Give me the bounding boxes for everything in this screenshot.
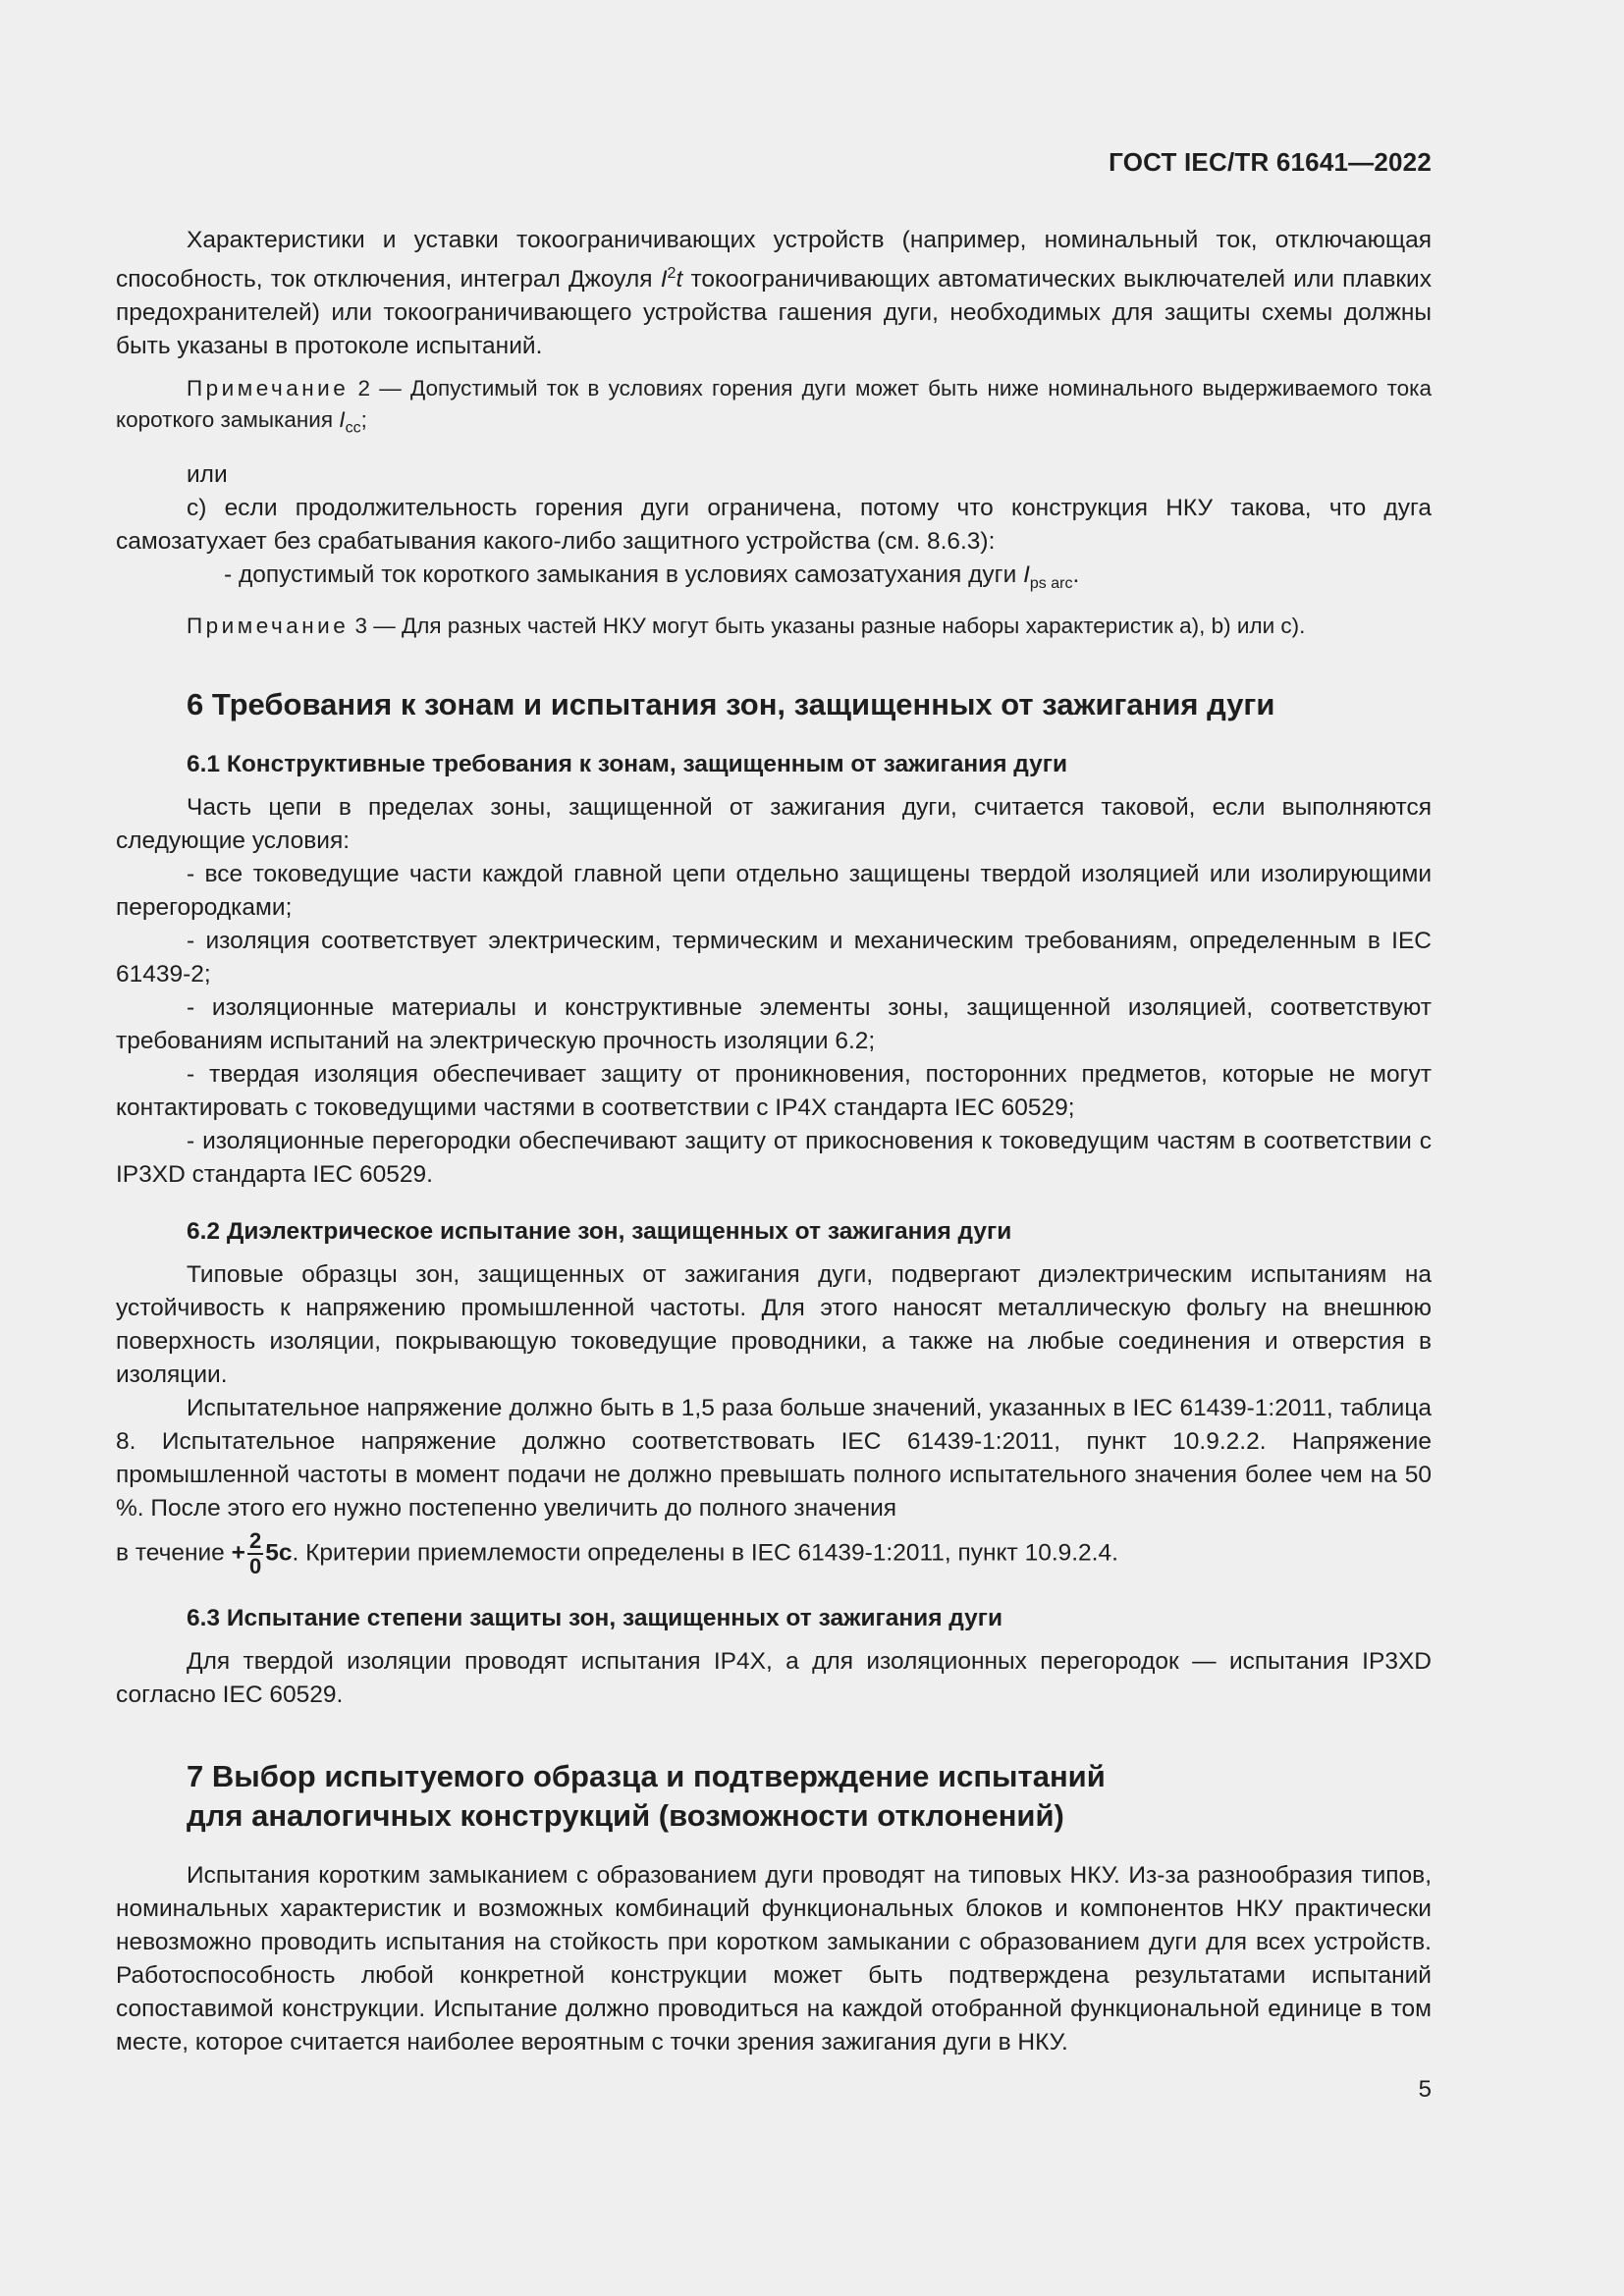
- subscript: ps arc: [1029, 574, 1073, 592]
- page-number: 5: [1418, 2076, 1432, 2103]
- list-item: - все токоведущие части каждой главной цепи отдельно защищены твердой изоляцией или изолирующими перегородками;: [116, 860, 1432, 921]
- section-6-1-title: 6.1 Конструктивные требования к зонам, защищенным от зажигания дуги: [187, 750, 1068, 777]
- text-run: ;: [360, 407, 367, 433]
- list-item: - изоляционные материалы и конструктивные элементы зоны, защищенной изоляцией, соответствуют требованиям испытаний на электрическую прочность изоляции 6.2;: [116, 993, 1432, 1054]
- title-line: 7 Выбор испытуемого образца и подтверждение испытаний: [187, 1758, 1106, 1793]
- section-7-paragraph: Испытания коротким замыканием с образованием дуги проводят на типовых НКУ. Из-за разнообразия типов, номинальных характеристик и возможных комбинаций функциональных блоков и компонентов НКУ практически невозможно проводить испытания на стойкость при коротком замыкании с образованием дуги для всех устройств. Работоспособность любой конкретной конструкции может быть подтверждена результатами испытаний сопоставимой конструкции. Испытание должно проводиться на каждой отобранной функциональной единице в том месте, которое считается наиболее вероятным с точки зрения зажигания дуги в НКУ.: [116, 1861, 1432, 2056]
- note-3: [116, 611, 1432, 642]
- document-body: [116, 224, 1432, 2059]
- section-6-2-paragraph-3: [116, 1529, 1432, 1578]
- section-7-title: [187, 1757, 1432, 1836]
- section-6-3-paragraph: Для твердой изоляции проводят испытания IP4X, а для изоляционных перегородок — испытания IP3XD согласно IEC 60529.: [116, 1647, 1432, 1708]
- time-fraction: [247, 1529, 263, 1578]
- item-c: c) если продолжительность горения дуги ограничена, потому что конструкция НКУ такова, что дуга самозатухает без срабатывания какого-либо защитного устройства (см. 8.6.3):: [116, 494, 1432, 555]
- fraction-top: 2: [248, 1527, 262, 1553]
- time-unit: 5c: [265, 1539, 293, 1567]
- text-run: Характеристики и уставки токоограничивающих устройств (например, номинальный ток, отключающая способность, ток отключения, интеграл Джоуля: [116, 227, 1432, 294]
- item-c-bullet: [116, 559, 1432, 601]
- note-label: Примечание: [187, 376, 350, 401]
- plus-sign: +: [231, 1539, 245, 1567]
- text-run: - допустимый ток короткого замыкания в условиях самозатухания дуги: [224, 561, 1024, 588]
- note-text: 2 — Допустимый ток в условиях горения дуги может быть ниже номинального выдерживаемого тока короткого замыкания: [116, 376, 1432, 433]
- symbol-i: I: [1023, 561, 1030, 588]
- title-line: для аналогичных конструкций (возможности отклонений): [187, 1797, 1064, 1833]
- document-page: [116, 0, 1432, 2296]
- symbol-i: I: [339, 407, 346, 433]
- note-2: [116, 373, 1432, 445]
- note-label: Примечание: [187, 613, 350, 638]
- section-6-title: 6 Требования к зонам и испытания зон, защищенных от зажигания дуги: [187, 686, 1275, 721]
- note-text: 3 — Для разных частей НКУ могут быть указаны разные наборы характеристик a), b) или c).: [349, 613, 1306, 638]
- fraction-bottom: 0: [248, 1553, 262, 1578]
- list-item: - изоляция соответствует электрическим, термическим и механическим требованиям, определенным в IEC 61439-2;: [116, 927, 1432, 988]
- section-6-2-paragraph-1: Типовые образцы зон, защищенных от зажигания дуги, подвергают диэлектрическим испытаниям на устойчивость к напряжению промышленной частоты. Для этого наносят металлическую фольгу на внешнюю поверхность изоляции, покрывающую токоведущие проводники, а также на любые соединения и отверстия в изоляции.: [116, 1260, 1432, 1388]
- subscript: cc: [345, 419, 361, 437]
- list-item: - изоляционные перегородки обеспечивают защиту от прикосновения к токоведущим частям в соответствии с IP3XD стандарта IEC 60529.: [116, 1127, 1432, 1188]
- text-run: . Критерии приемлемости определены в IEC 61439-1:2011, пункт 10.9.2.4.: [292, 1539, 1118, 1567]
- superscript: 2: [667, 265, 677, 282]
- symbol-i: I: [660, 266, 668, 294]
- section-6-2-title: 6.2 Диэлектрическое испытание зон, защищенных от зажигания дуги: [187, 1217, 1012, 1245]
- or-word: или: [187, 460, 228, 488]
- text-run: в течение: [116, 1539, 232, 1567]
- document-header-id: ГОСТ IEC/TR 61641—2022: [1109, 147, 1432, 177]
- text-run: токоограничивающих автоматических выключателей или плавких предохранителей) или токоограничивающего устройства гашения дуги, необходимых для защиты схемы должны быть указаны в протоколе испытаний.: [116, 266, 1432, 360]
- list-item: - твердая изоляция обеспечивает защиту от проникновения, посторонних предметов, которые не могут контактировать с токоведущими частями в соответствии с IP4X стандарта IEC 60529;: [116, 1060, 1432, 1121]
- paragraph-current-limiting: [116, 224, 1432, 363]
- section-6-1-paragraph: Часть цепи в пределах зоны, защищенной от зажигания дуги, считается таковой, если выполняются следующие условия:: [116, 793, 1432, 854]
- symbol-t: t: [676, 266, 683, 294]
- section-6-2-paragraph-2: Испытательное напряжение должно быть в 1,5 раза больше значений, указанных в IEC 61439-1:2011, таблица 8. Испытательное напряжение должно соответствовать IEC 61439-1:2011, пункт 10.9.2.2. Напряжение промышленной частоты в момент подачи не должно превышать полного испытательного значения более чем на 50 %. После этого его нужно постепенно увеличить до полного значения: [116, 1394, 1432, 1522]
- section-6-3-title: 6.3 Испытание степени защиты зон, защищенных от зажигания дуги: [187, 1604, 1003, 1631]
- text-run: .: [1072, 561, 1080, 588]
